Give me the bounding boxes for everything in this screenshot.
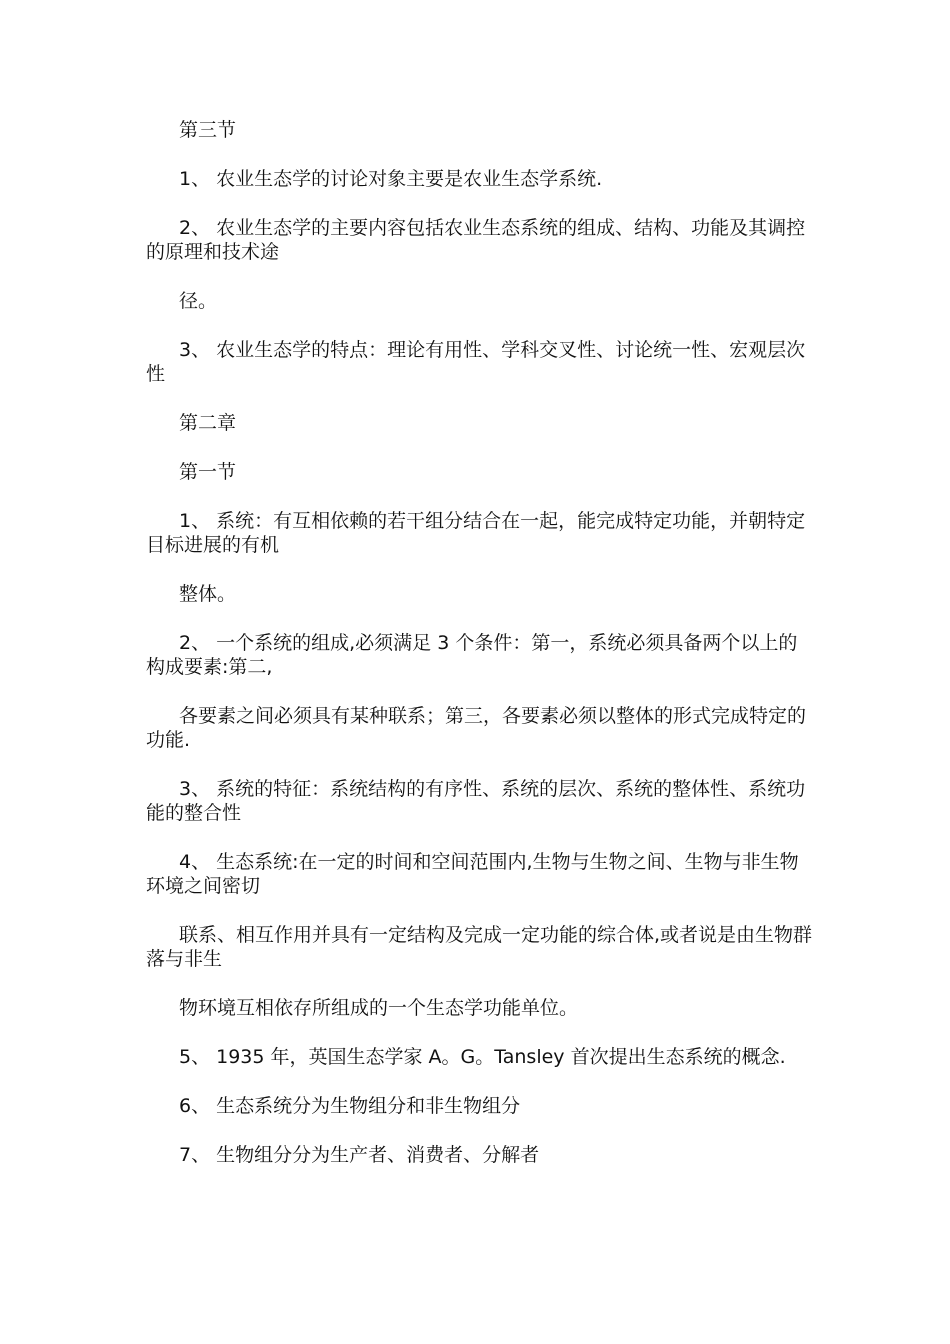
- chapter-heading: 第二章: [179, 412, 237, 434]
- list-item: 7、 生物组分分为生产者、消费者、分解者: [179, 1144, 540, 1166]
- paragraph-continuation: 整体。: [179, 583, 237, 605]
- paragraph-continuation: 联系、相互作用并具有一定结构及完成一定功能的综合体,或者说是由生物群落与非生: [146, 924, 813, 970]
- list-item: 6、 生态系统分为生物组分和非生物组分: [179, 1095, 521, 1117]
- section-heading: 第一节: [179, 461, 237, 483]
- list-item: 3、 系统的特征：系统结构的有序性、系统的层次、系统的整体性、系统功能的整合性: [146, 778, 806, 824]
- paragraph-continuation: 径。: [179, 290, 218, 312]
- list-item: 1、 农业生态学的讨论对象主要是农业生态学系统.: [179, 168, 603, 190]
- paragraph-continuation: 物环境互相依存所组成的一个生态学功能单位。: [179, 997, 579, 1019]
- list-item: 4、 生态系统:在一定的时间和空间范围内,生物与生物之间、生物与非生物环境之间密切: [146, 851, 799, 897]
- paragraph-continuation: 各要素之间必须具有某种联系；第三，各要素必须以整体的形式完成特定的功能.: [146, 705, 807, 751]
- list-item: 2、 一个系统的组成,必须满足 3 个条件：第一，系统必须具备两个以上的构成要素:第二,: [146, 632, 798, 678]
- section-heading: 第三节: [179, 119, 237, 141]
- document-body: [146, 118, 816, 1192]
- list-item: 3、 农业生态学的特点：理论有用性、学科交叉性、讨论统一性、宏观层次性: [146, 339, 806, 385]
- list-item: 2、 农业生态学的主要内容包括农业生态系统的组成、结构、功能及其调控的原理和技术途: [146, 217, 806, 263]
- list-item: 5、 1935 年，英国生态学家 A。G。Tansley 首次提出生态系统的概念.: [179, 1046, 786, 1068]
- list-item: 1、 系统：有互相依赖的若干组分结合在一起，能完成特定功能，并朝特定目标进展的有机: [146, 510, 806, 556]
